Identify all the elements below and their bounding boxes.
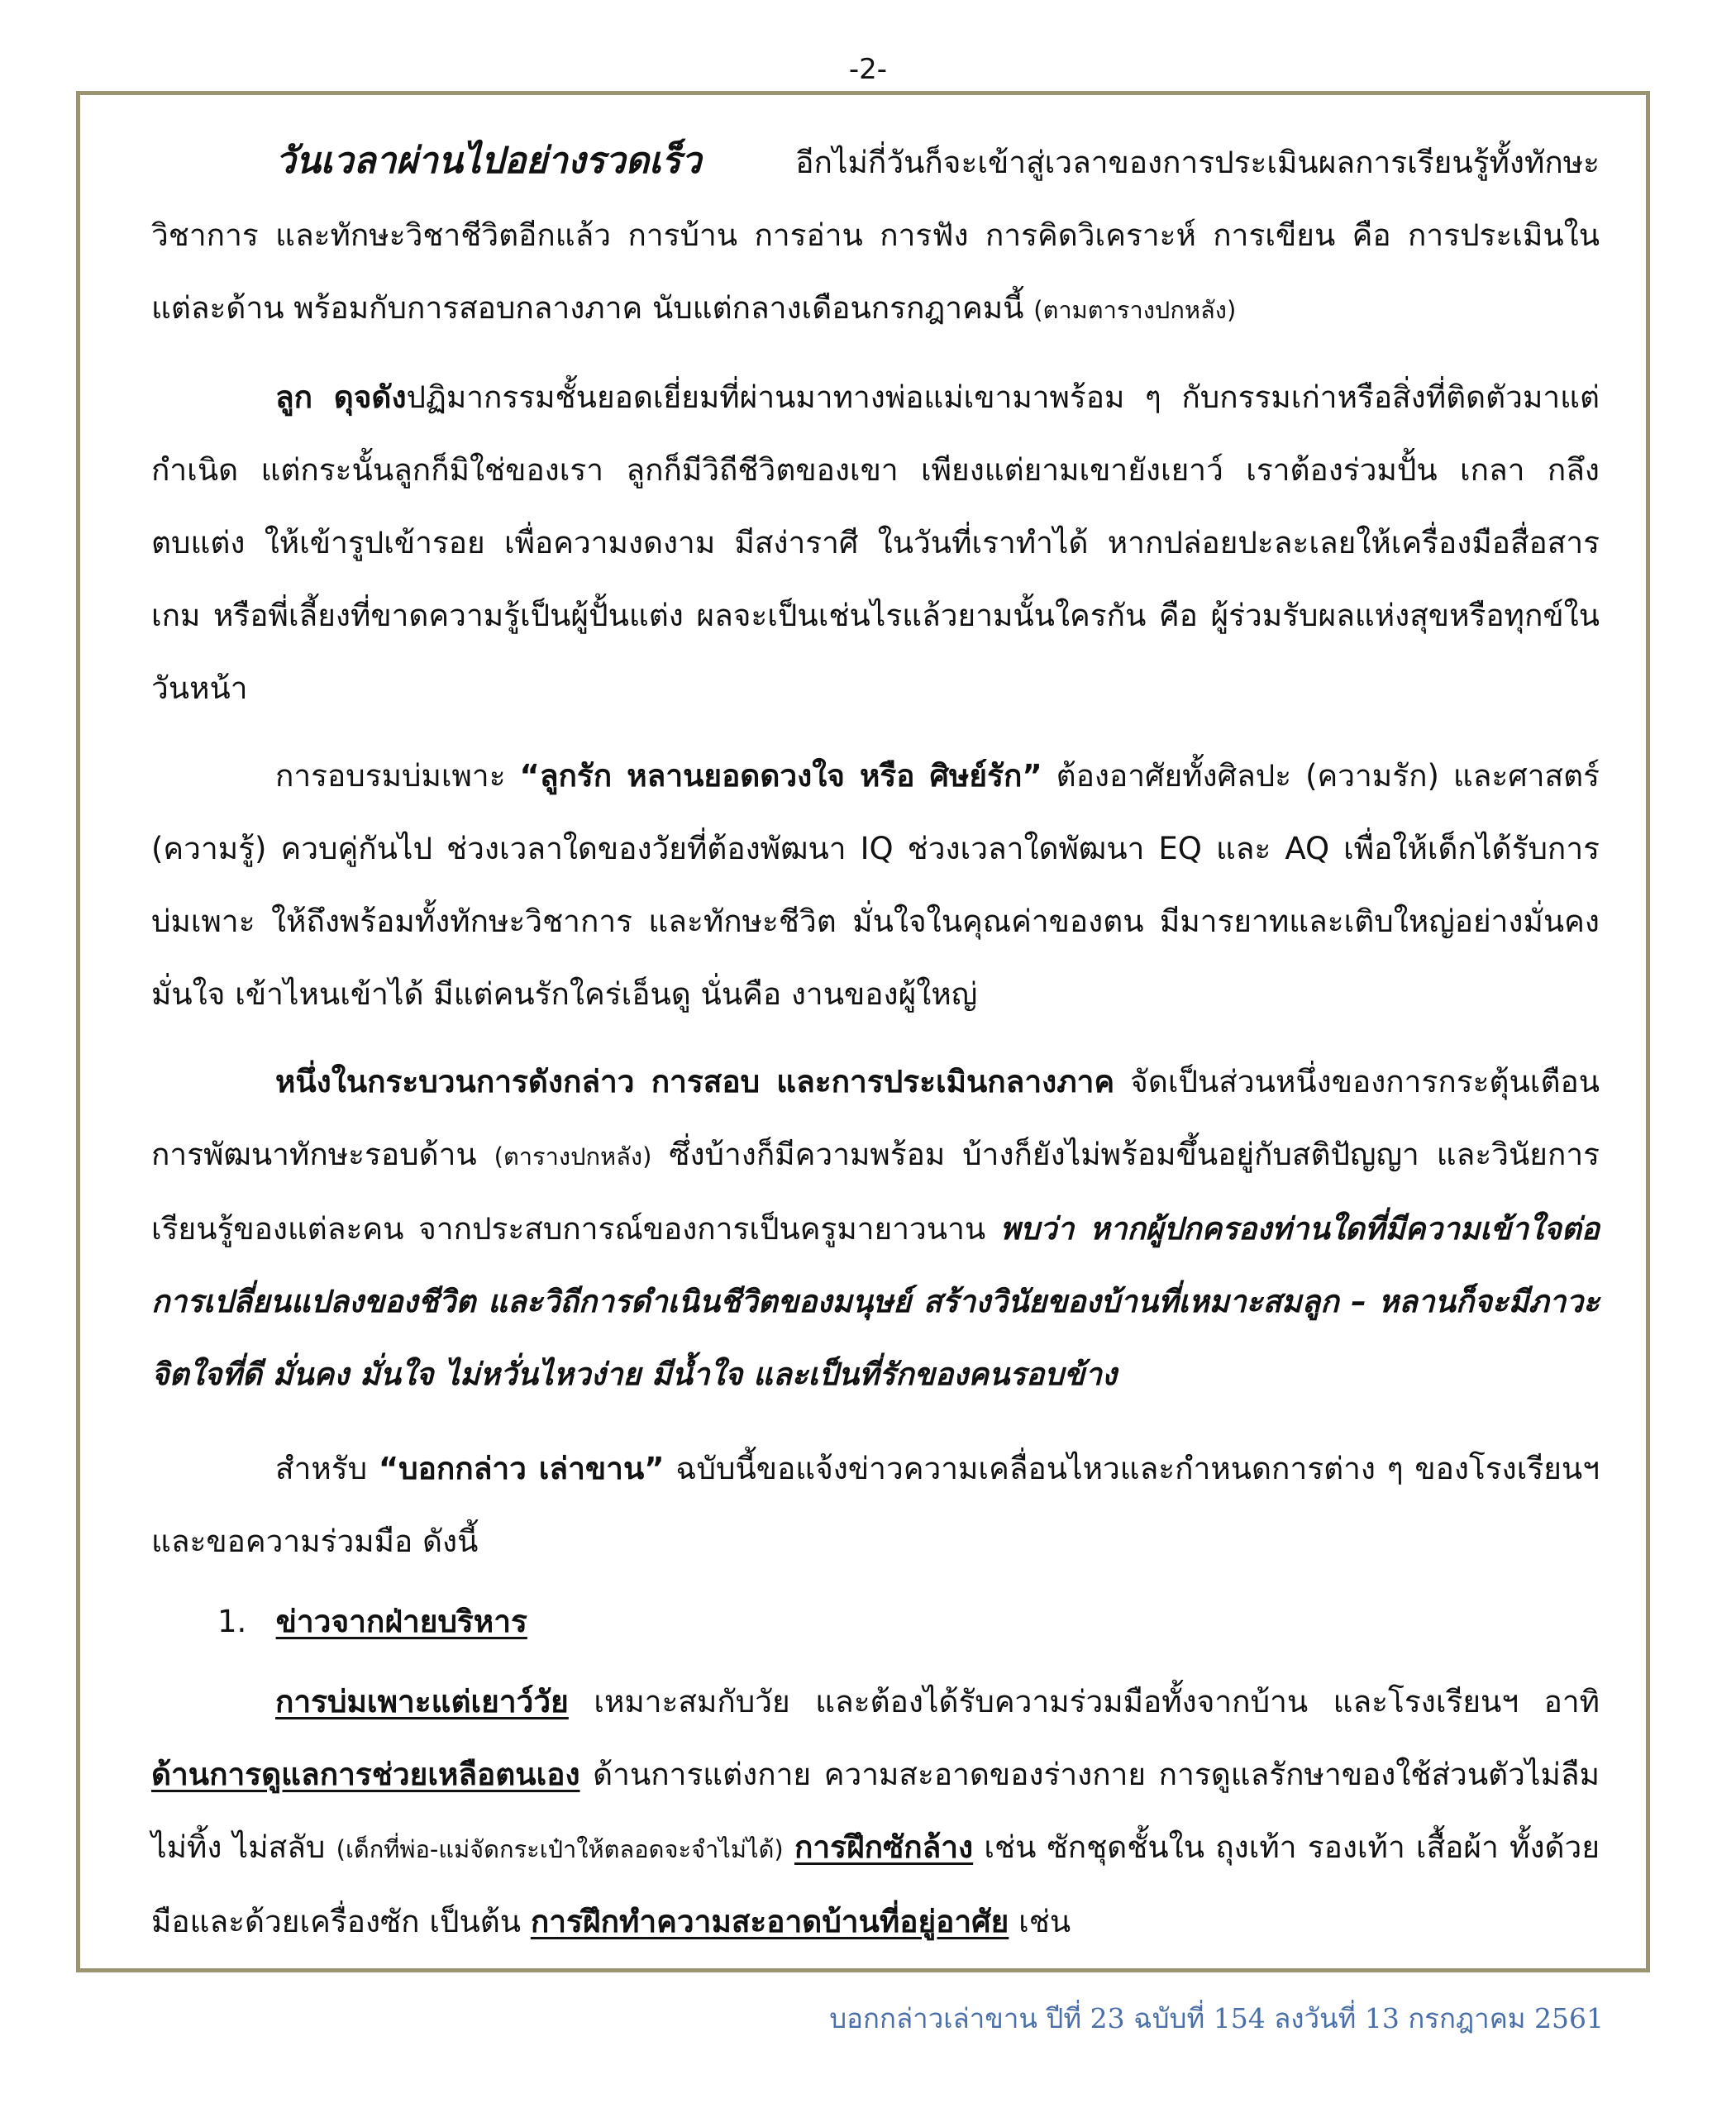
nurture-t4: เช่น ซักชุดชั้นใน ถุงเท้า รองเท้า เสื้อผ้า ทั้งด้วยมือและด้วยเครื่องซัก เป็นต้น: [151, 1829, 1600, 1939]
assessment-bold-italic: พบว่า หากผู้ปกครองท่านใดที่มีความเข้าใจต่อการเปลี่ยนแปลงของชีวิต และวิถีการดำเนินชีวิตของมนุษย์ สร้างวินัยของบ้านที่เหมาะสมลูก – หลานก็จะมีภาวะจิตใจที่ดี มั่นคง มั่นใจ ไม่หวั่นไหวง่าย มีน้ำใจ และเป็นที่รักของคนรอบข้าง: [151, 1211, 1600, 1392]
nurture-note: (เด็กที่พ่อ-แม่จัดกระเป๋าให้ตลอดจะจำไม่ได้): [336, 1835, 784, 1863]
assessment-text1: จัดเป็นส่วนหนึ่งของการกระตุ้นเตือนการพัฒนาทักษะรอบด้าน: [151, 1064, 1600, 1172]
paragraph-intro: [151, 125, 1600, 346]
intro-lead: วันเวลาผ่านไปอย่างรวดเร็ว: [275, 140, 702, 182]
section-heading-admin-news: [151, 1593, 1600, 1651]
paragraph-child-sculpture: [151, 361, 1600, 725]
announcement-before: สำหรับ: [275, 1451, 379, 1486]
page-number: -2-: [848, 53, 888, 86]
nurture-u2: ด้านการดูแลการช่วยเหลือตนเอง: [151, 1757, 580, 1792]
paragraph-nurturing: [151, 740, 1600, 1031]
child-lead: ลูก ดุจดัง: [275, 379, 407, 415]
paragraph-assessment: [151, 1046, 1600, 1411]
assessment-note: (ตารางปกหลัง): [494, 1142, 652, 1171]
nurture-u3: การฝึกซักล้าง: [794, 1829, 974, 1865]
nurturing-bold: “ลูกรัก หลานยอดดวงใจ หรือ ศิษย์รัก”: [519, 758, 1042, 794]
nurture-t3: [784, 1829, 794, 1865]
nurture-t2: ด้านการแต่งกาย ความสะอาดของร่างกาย การดูแลรักษาของใช้ส่วนตัวไม่ลืม ไม่ทิ้ง ไม่สลับ: [151, 1757, 1600, 1865]
section-title: ข่าวจากฝ่ายบริหาร: [275, 1604, 527, 1639]
intro-note: (ตามตารางปกหลัง): [1033, 296, 1237, 324]
paragraph-announcement: [151, 1433, 1600, 1578]
nurture-u1: การบ่มเพาะแต่เยาว์วัย: [275, 1684, 569, 1719]
assessment-text2: ซึ่งบ้างก็มีความพร้อม บ้างก็ยังไม่พร้อมขึ้นอยู่กับสติปัญญา และวินัยการเรียนรู้ของแต่ละคน จากประสบการณ์ของการเป็นครูมายาวนาน: [151, 1137, 1600, 1247]
nurturing-after: ต้องอาศัยทั้งศิลปะ (ความรัก) และศาสตร์ (ความรู้) ควบคู่กันไป ช่วงเวลาใดของวัยที่ต้องพัฒนา IQ ช่วงเวลาใดพัฒนา EQ และ AQ เพื่อให้เด็กได้รับการบ่มเพาะ ให้ถึงพร้อมทั้งทักษะวิชาการ และทักษะชีวิต มั่นใจในคุณค่าของตน มีมารยาทและเติบใหญ่อย่างมั่นคง มั่นใจ เข้าไหนเข้าได้ มีแต่คนรักใคร่เอ็นดู นั่นคือ งานของผู้ใหญ่: [151, 758, 1600, 1012]
newsletter-body: [151, 125, 1600, 1973]
announcement-after: ฉบับนี้ขอแจ้งข่าวความเคลื่อนไหวและกำหนดการต่าง ๆ ของโรงเรียนฯ และขอความร่วมมือ ดังนี้: [151, 1451, 1600, 1559]
section-number: 1.: [217, 1604, 247, 1639]
nurture-t5: เช่น: [1009, 1904, 1071, 1939]
intro-text: อีกไม่กี่วันก็จะเข้าสู่เวลาของการประเมินผลการเรียนรู้ทั้งทักษะวิชาการ และทักษะวิชาชีวิตอีกแล้ว การบ้าน การอ่าน การฟัง การคิดวิเคราะห์ การเขียน คือ การประเมินในแต่ละด้าน พร้อมกับการสอบกลางภาค นับแต่กลางเดือนกรกฎาคมนี้: [151, 145, 1600, 326]
nurture-t1: เหมาะสมกับวัย และต้องได้รับความร่วมมือทั้งจากบ้าน และโรงเรียนฯ อาทิ: [568, 1684, 1600, 1719]
nurturing-before: การอบรมบ่มเพาะ: [275, 758, 520, 794]
paragraph-early-nurturing: [151, 1666, 1600, 1958]
page-frame: [76, 91, 1650, 1972]
newsletter-footer: บอกกล่าวเล่าขาน ปีที่ 23 ฉบับที่ 154 ลงวันที่ 13 กรกฎาคม 2561: [829, 2002, 1604, 2034]
child-text: ปฏิมากรรมชั้นยอดเยี่ยมที่ผ่านมาทางพ่อแม่เขามาพร้อม ๆ กับกรรมเก่าหรือสิ่งที่ติดตัวมาแต่กำเนิด แต่กระนั้นลูกก็มิใช่ของเรา ลูกก็มีวิถีชีวิตของเขา เพียงแต่ยามเขายังเยาว์ เราต้องร่วมปั้น เกลา กลึง ตบแต่ง ให้เข้ารูปเข้ารอย เพื่อความงดงาม มีสง่าราศี ในวันที่เราทำได้ หากปล่อยปะละเลยให้เครื่องมือสื่อสาร เกม หรือพี่เลี้ยงที่ขาดความรู้เป็นผู้ปั้นแต่ง ผลจะเป็นเช่นไรแล้วยามนั้นใครกัน คือ ผู้ร่วมรับผลแห่งสุขหรือทุกข์ในวันหน้า: [151, 379, 1600, 706]
nurture-u4: การฝึกทำความสะอาดบ้านที่อยู่อาศัย: [530, 1904, 1009, 1939]
assessment-bold: หนึ่งในกระบวนการดังกล่าว การสอบ และการประเมินกลางภาค: [275, 1064, 1115, 1099]
announcement-bold: “บอกกล่าว เล่าขาน”: [378, 1451, 665, 1486]
